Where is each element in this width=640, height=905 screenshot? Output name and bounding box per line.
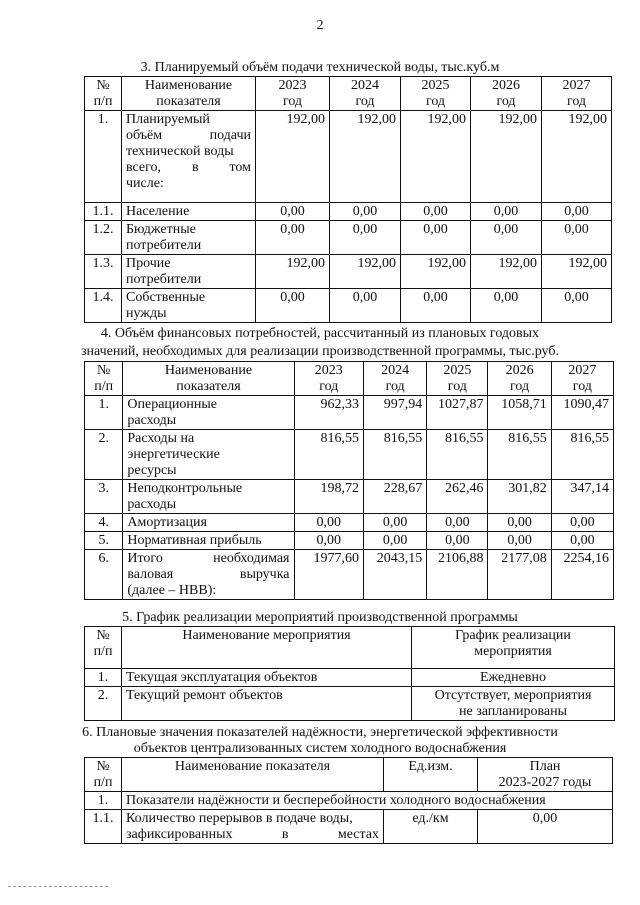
row-number: 1.1. <box>85 810 122 844</box>
row-label: Планируемый объём подачи технической воды всего, в том числе: <box>122 111 256 203</box>
cell-value: 0,00 <box>330 221 401 255</box>
cell-value: 198,72 <box>294 480 363 514</box>
table-financial-needs <box>84 361 614 600</box>
table-activities-schedule <box>84 626 615 721</box>
header-year-2024: 2024 <box>381 363 410 378</box>
cell-value: 0,00 <box>401 221 471 255</box>
cell-value: 1058,71 <box>488 396 551 430</box>
cell-value: 192,00 <box>330 255 401 289</box>
header-name: Наименование <box>144 78 233 93</box>
header-name: Наименование мероприятия <box>122 627 412 669</box>
section-6-title-line2: объектов централизованных систем холодного водоснабжения <box>133 741 507 756</box>
cell-value: 816,55 <box>364 430 427 480</box>
header-year-2025: 2025 <box>443 363 472 378</box>
header-num-sub: п/п <box>94 379 114 394</box>
row-label: Неподконтрольные расходы <box>123 480 294 514</box>
header-plan: План <box>529 759 561 774</box>
cell-value: 0,00 <box>551 532 613 550</box>
row-label: Амортизация <box>123 514 294 532</box>
cell-value: 0,00 <box>427 532 488 550</box>
row-number: 1.2. <box>85 221 122 255</box>
row-number: 2. <box>85 430 123 480</box>
row-number: 1.1. <box>85 203 122 221</box>
cell-value: 1090,47 <box>551 396 613 430</box>
header-year-word: год <box>282 94 303 109</box>
cell-value: 0,00 <box>256 221 330 255</box>
table-header-row <box>85 362 614 396</box>
cell-value: 816,55 <box>294 430 363 480</box>
cell-value: 0,00 <box>542 289 612 323</box>
cell-value: 0,00 <box>256 203 330 221</box>
page-bottom-divider <box>8 886 108 887</box>
cell-value: 2043,15 <box>364 550 427 600</box>
cell-schedule: Отсутствует, мероприятия не запланированы <box>412 687 615 721</box>
header-plan-sub: 2023-2027 годы <box>498 775 592 790</box>
section-4-title: 4. Объём финансовых потребностей, рассчитанный из плановых годовых <box>100 326 540 341</box>
cell-value: 228,67 <box>364 480 427 514</box>
header-year-word: год <box>447 379 467 394</box>
table-row <box>85 480 614 514</box>
header-year-word: год <box>425 94 446 109</box>
row-number: 1. <box>85 396 123 430</box>
row-label: Расходы на энергетические ресурсы <box>123 430 294 480</box>
row-label: Текущий ремонт объектов <box>122 687 412 721</box>
row-number: 3. <box>85 480 123 514</box>
header-year-word: год <box>319 379 339 394</box>
header-name: Наименование <box>164 363 253 378</box>
header-year-2027: 2027 <box>562 78 591 93</box>
group-label: Показатели надёжности и бесперебойности холодного водоснабжения <box>122 792 613 810</box>
header-name-sub: показателя <box>156 94 221 109</box>
cell-value: 192,00 <box>401 255 471 289</box>
header-year-word: год <box>572 379 592 394</box>
section-4-title-line2: значений, необходимых для реализации производственной программы, тыс.руб. <box>81 344 559 359</box>
cell-value: 962,33 <box>294 396 363 430</box>
header-num-sub: п/п <box>93 644 113 659</box>
row-label: Текущая эксплуатация объектов <box>122 669 412 687</box>
cell-schedule: Ежедневно <box>412 669 615 687</box>
header-name: Наименование показателя <box>122 758 384 792</box>
row-label: Количество перерывов в подаче воды, зафиксированных в местах <box>122 810 384 844</box>
row-label: Прочие потребители <box>122 255 256 289</box>
header-num: № <box>96 78 110 93</box>
cell-value: 0,00 <box>401 289 471 323</box>
cell-value: 0,00 <box>471 221 542 255</box>
row-number: 1. <box>85 111 122 203</box>
cell-value: 2254,16 <box>551 550 613 600</box>
cell-value: 301,82 <box>488 480 551 514</box>
row-label: Бюджетные потребители <box>122 221 256 255</box>
cell-value: 0,00 <box>294 514 363 532</box>
cell-value: 0,00 <box>256 289 330 323</box>
cell-value: 192,00 <box>542 255 612 289</box>
cell-value: 816,55 <box>488 430 551 480</box>
row-number: 5. <box>85 532 123 550</box>
table-row <box>85 687 615 721</box>
header-year-2025: 2025 <box>421 78 450 93</box>
cell-value: 192,00 <box>256 255 330 289</box>
row-number: 1. <box>85 792 122 810</box>
table-row <box>85 810 613 844</box>
cell-value: 0,00 <box>294 532 363 550</box>
cell-value: 347,14 <box>551 480 613 514</box>
cell-value: 816,55 <box>551 430 613 480</box>
header-year-word: год <box>355 94 375 109</box>
table-row <box>85 221 612 255</box>
cell-value: 2106,88 <box>427 550 488 600</box>
cell-value: 2177,08 <box>488 550 551 600</box>
header-year-2024: 2024 <box>351 78 379 93</box>
row-number: 1.4. <box>85 289 122 323</box>
header-year-word: год <box>566 94 587 109</box>
cell-value: 816,55 <box>427 430 488 480</box>
table-row <box>85 550 614 600</box>
cell-unit: ед./км <box>384 810 478 844</box>
cell-value: 0,00 <box>330 203 401 221</box>
row-label: Нормативная прибыль <box>123 532 294 550</box>
cell-value: 0,00 <box>330 289 401 323</box>
row-number: 6. <box>85 550 123 600</box>
table-header-row <box>85 77 612 111</box>
header-schedule: График реализации <box>455 628 571 643</box>
header-year-2026: 2026 <box>505 363 534 378</box>
row-number: 2. <box>85 687 122 721</box>
table-row <box>85 514 614 532</box>
header-name-sub: показателя <box>176 379 241 394</box>
header-year-word: год <box>510 379 530 394</box>
cell-value: 0,00 <box>542 203 612 221</box>
cell-value: 0,00 <box>542 221 612 255</box>
table-row <box>85 255 612 289</box>
table-header-row <box>85 758 613 792</box>
section-3-title: 3. Планируемый объём подачи технической воды, тыс.куб.м <box>140 60 500 75</box>
cell-value: 0,00 <box>427 514 488 532</box>
cell-value: 0,00 <box>401 203 471 221</box>
cell-value: 0,00 <box>471 203 542 221</box>
cell-value: 0,00 <box>551 514 613 532</box>
header-year-word: год <box>496 94 516 109</box>
table-header-row <box>85 627 615 669</box>
header-num: № <box>97 363 111 378</box>
header-num: № <box>96 628 110 643</box>
row-label: Население <box>122 203 256 221</box>
table-row <box>85 792 613 810</box>
header-year-2027: 2027 <box>568 363 597 378</box>
header-num-sub: п/п <box>93 775 113 790</box>
cell-value: 1977,60 <box>294 550 363 600</box>
table-row <box>85 289 612 323</box>
table-row <box>85 669 615 687</box>
table-technical-water-volume <box>84 76 612 323</box>
page-number: 2 <box>316 18 324 33</box>
row-number: 4. <box>85 514 123 532</box>
cell-value: 1027,87 <box>427 396 488 430</box>
cell-value: 0,00 <box>488 532 551 550</box>
cell-value: 0,00 <box>364 514 427 532</box>
row-label: Итого необходимая валовая выручка (далее – НВВ): <box>123 550 294 600</box>
section-6-title: 6. Плановые значения показателей надёжности, энергетической эффективности <box>82 725 558 740</box>
cell-value: 0,00 <box>478 810 613 844</box>
row-label: Собственные нужды <box>122 289 256 323</box>
section-5-title: 5. График реализации мероприятий производственной программы <box>122 610 518 625</box>
row-number: 1.3. <box>85 255 122 289</box>
header-unit: Ед.изм. <box>384 758 478 792</box>
header-num: № <box>96 759 110 774</box>
cell-value: 192,00 <box>330 111 401 203</box>
header-year-word: год <box>385 379 405 394</box>
table-row <box>85 532 614 550</box>
cell-value: 192,00 <box>401 111 471 203</box>
header-schedule-sub: мероприятия <box>474 644 552 659</box>
cell-value: 0,00 <box>471 289 542 323</box>
table-row <box>85 203 612 221</box>
header-num-sub: п/п <box>93 94 113 109</box>
table-row <box>85 111 612 203</box>
header-year-2023: 2023 <box>314 363 343 378</box>
header-year-2023: 2023 <box>278 78 307 93</box>
row-label: Операционные расходы <box>123 396 294 430</box>
row-number: 1. <box>85 669 122 687</box>
cell-value: 192,00 <box>471 111 542 203</box>
cell-value: 192,00 <box>471 255 542 289</box>
header-year-2026: 2026 <box>492 78 520 93</box>
cell-value: 192,00 <box>256 111 330 203</box>
cell-value: 997,94 <box>364 396 427 430</box>
cell-value: 0,00 <box>364 532 427 550</box>
cell-value: 192,00 <box>542 111 612 203</box>
table-row <box>85 396 614 430</box>
table-reliability-indicators <box>84 757 613 844</box>
table-row <box>85 430 614 480</box>
cell-value: 262,46 <box>427 480 488 514</box>
cell-value: 0,00 <box>488 514 551 532</box>
